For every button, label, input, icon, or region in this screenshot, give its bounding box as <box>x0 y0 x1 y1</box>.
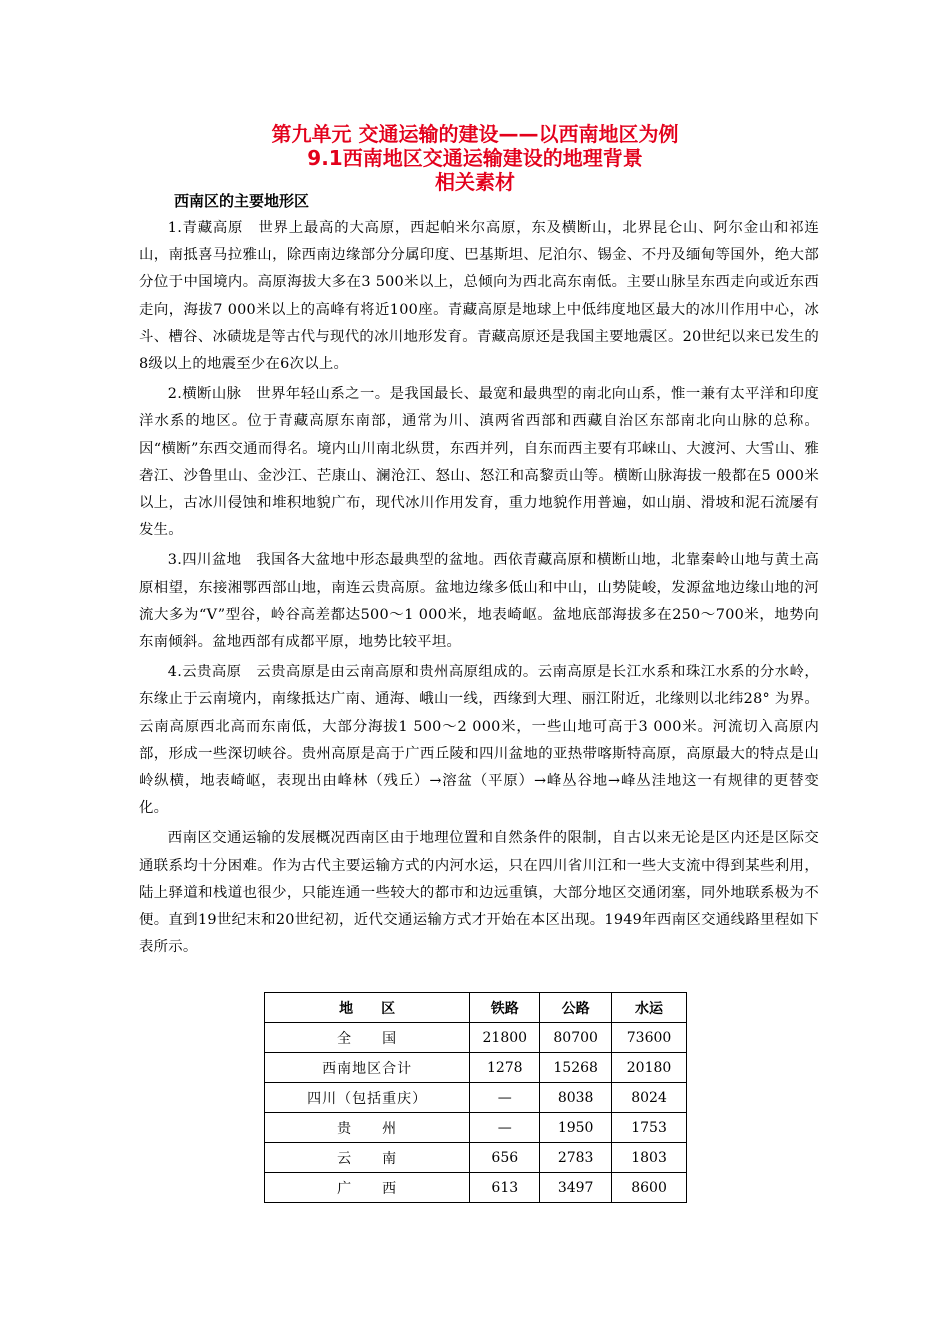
cell-region: 贵 州 <box>265 1113 470 1143</box>
header-region: 地 区 <box>265 993 470 1023</box>
cell-railway: 1278 <box>470 1053 540 1083</box>
table-row <box>265 1023 687 1053</box>
cell-waterway: 1803 <box>612 1143 687 1173</box>
cell-region: 四川（包括重庆） <box>265 1083 470 1113</box>
paragraph-hengduan: 2.横断山脉 世界年轻山系之一。是我国最长、最宽和最典型的南北向山系，惟一兼有太平洋和印度洋水系的地区。位于青藏高原东南部，通常为川、滇两省西部和西藏自治区东部南北向山脉的总称。因“横断”东西交通而得名。境内山川南北纵贯，东西并列，自东而西主要有邛崃山、大渡河、大雪山、雅砻江、沙鲁里山、金沙江、芒康山、澜沧江、怒山、怒江和高黎贡山等。横断山脉海拔一般都在5 000米以上，古冰川侵蚀和堆积地貌广布，现代冰川作用发育，重力地貌作用普遍，如山崩、滑坡和泥石流屡有发生。 <box>139 386 819 539</box>
body-text <box>139 215 819 964</box>
cell-waterway: 73600 <box>612 1023 687 1053</box>
cell-highway: 8038 <box>540 1083 612 1113</box>
cell-highway: 1950 <box>540 1113 612 1143</box>
cell-highway: 3497 <box>540 1173 612 1203</box>
header-railway: 铁路 <box>470 993 540 1023</box>
cell-railway: — <box>470 1083 540 1113</box>
cell-waterway: 8024 <box>612 1083 687 1113</box>
cell-waterway: 1753 <box>612 1113 687 1143</box>
paragraph-yungui: 4.云贵高原 云贵高原是由云南高原和贵州高原组成的。云南高原是长江水系和珠江水系的分水岭，东缘止于云南境内，南缘抵达广南、通海、峨山一线，西缘到大理、丽江附近，北缘则以北纬28° 为界。云南高原西北高而东南低，大部分海拔1 500～2 000米，一些山地可高于3 000米。河流切入高原内部，形成一些深切峡谷。贵州高原是高于广西丘陵和四川盆地的亚热带喀斯特高原，高原最大的特点是山岭纵横，地表崎岖，表现出由峰林（残丘）→溶盆（平原）→峰丛谷地→峰丛洼地这一有规律的更替变化。 <box>139 664 819 817</box>
table-row <box>265 1083 687 1113</box>
cell-railway: 656 <box>470 1143 540 1173</box>
transport-mileage-table <box>264 992 687 1203</box>
table-header-row <box>265 993 687 1023</box>
section-heading: 西南区的主要地形区 <box>174 192 310 210</box>
cell-highway: 80700 <box>540 1023 612 1053</box>
cell-railway: 613 <box>470 1173 540 1203</box>
cell-highway: 2783 <box>540 1143 612 1173</box>
cell-railway: — <box>470 1113 540 1143</box>
unit-title: 第九单元 交通运输的建设——以西南地区为例 <box>271 122 679 146</box>
cell-railway: 21800 <box>470 1023 540 1053</box>
cell-region: 云 南 <box>265 1143 470 1173</box>
header-highway: 公路 <box>540 993 612 1023</box>
cell-waterway: 8600 <box>612 1173 687 1203</box>
cell-region: 全 国 <box>265 1023 470 1053</box>
cell-region: 广 西 <box>265 1173 470 1203</box>
paragraph-transport-overview: 西南区交通运输的发展概况西南区由于地理位置和自然条件的限制，自古以来无论是区内还是区际交通联系均十分困难。作为古代主要运输方式的内河水运，只在四川省川江和一些大支流中得到某些利用，陆上驿道和栈道也很少，只能连通一些较大的都市和边远重镇，大部分地区交通闭塞，同外地联系极为不便。直到19世纪末和20世纪初，近代交通运输方式才开始在本区出现。1949年西南区交通线路里程如下表所示。 <box>139 830 819 956</box>
lesson-title: 9.1西南地区交通运输建设的地理背景 <box>307 146 643 170</box>
cell-region: 西南地区合计 <box>265 1053 470 1083</box>
table-row <box>265 1053 687 1083</box>
table-row <box>265 1113 687 1143</box>
header-waterway: 水运 <box>612 993 687 1023</box>
cell-waterway: 20180 <box>612 1053 687 1083</box>
material-title: 相关素材 <box>435 170 515 194</box>
title-block <box>0 122 950 194</box>
table-row <box>265 1173 687 1203</box>
cell-highway: 15268 <box>540 1053 612 1083</box>
paragraph-qinghai-tibet: 1.青藏高原 世界上最高的大高原，西起帕米尔高原，东及横断山，北界昆仑山、阿尔金山和祁连山，南抵喜马拉雅山，除西南边缘部分分属印度、巴基斯坦、尼泊尔、锡金、不丹及缅甸等国外，绝大部分位于中国境内。高原海拔大多在3 500米以上，总倾向为西北高东南低。主要山脉呈东西走向或近东西走向，海拔7 000米以上的高峰有将近100座。青藏高原是地球上中低纬度地区最大的冰川作用中心，冰斗、槽谷、冰碛垅是等古代与现代的冰川地形发育。青藏高原还是我国主要地震区。20世纪以来已发生的8级以上的地震至少在6次以上。 <box>139 220 819 373</box>
paragraph-sichuan-basin: 3.四川盆地 我国各大盆地中形态最典型的盆地。西依青藏高原和横断山地，北靠秦岭山地与黄土高原相望，东接湘鄂西部山地，南连云贵高原。盆地边缘多低山和中山，山势陡峻，发源盆地边缘山地的河流大多为“V”型谷，岭谷高差都达500～1 000米，地表崎岖。盆地底部海拔多在250～700米，地势向东南倾斜。盆地西部有成都平原，地势比较平坦。 <box>139 552 819 651</box>
table-row <box>265 1143 687 1173</box>
